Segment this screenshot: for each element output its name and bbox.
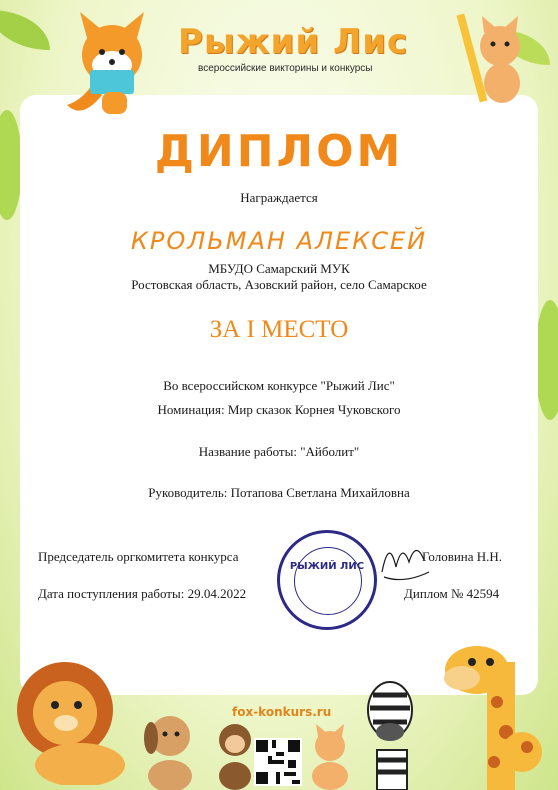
leaf-decoration [0, 10, 50, 50]
diploma-paper [20, 95, 538, 695]
stamp [277, 530, 377, 630]
chair-name: Головина Н.Н. [422, 549, 503, 564]
diploma-title: ДИПЛОМ [154, 126, 404, 177]
lion-icon [10, 655, 140, 785]
organization-location: Ростовская область, Азовский район, село Самарское [131, 277, 427, 292]
supervisor: Руководитель: Потапова Светлана Михайловна [148, 485, 410, 500]
awarded-label: Награждается [240, 190, 318, 205]
cat-with-pencil-icon [450, 8, 540, 108]
stamp-text: РЫЖИЙ ЛИС [289, 561, 365, 572]
diploma-number: Диплом № 42594 [404, 586, 500, 601]
contest-name: Во всероссийском конкурсе "Рыжий Лис" [163, 378, 395, 393]
fox-reading-icon [62, 10, 162, 120]
organization-name: МБУДО Самарский МУК [208, 261, 350, 276]
chair-label: Председатель оргкомитета конкурса [38, 549, 239, 564]
giraffe-icon [432, 622, 552, 790]
signature [374, 532, 434, 587]
submission-date: Дата поступления работы: 29.04.2022 [38, 586, 247, 601]
dog-icon [135, 708, 205, 790]
nomination: Номинация: Мир сказок Корнея Чуковского [157, 402, 401, 417]
zebra-icon [355, 670, 435, 790]
award-place: ЗА I МЕСТО [209, 316, 349, 343]
brand-tagline: всероссийские викторины и конкурсы [198, 63, 373, 74]
work-title: Название работы: "Айболит" [198, 444, 360, 459]
kitten-icon [300, 722, 360, 790]
qr-code-icon [254, 738, 302, 786]
monkey-icon [210, 718, 260, 790]
website-link[interactable]: fox-konkurs.ru [232, 705, 332, 719]
recipient-name: КРОЛЬМАН АЛЕКСЕЙ [130, 227, 428, 255]
brand-logo: Рыжий Лис [178, 22, 409, 62]
